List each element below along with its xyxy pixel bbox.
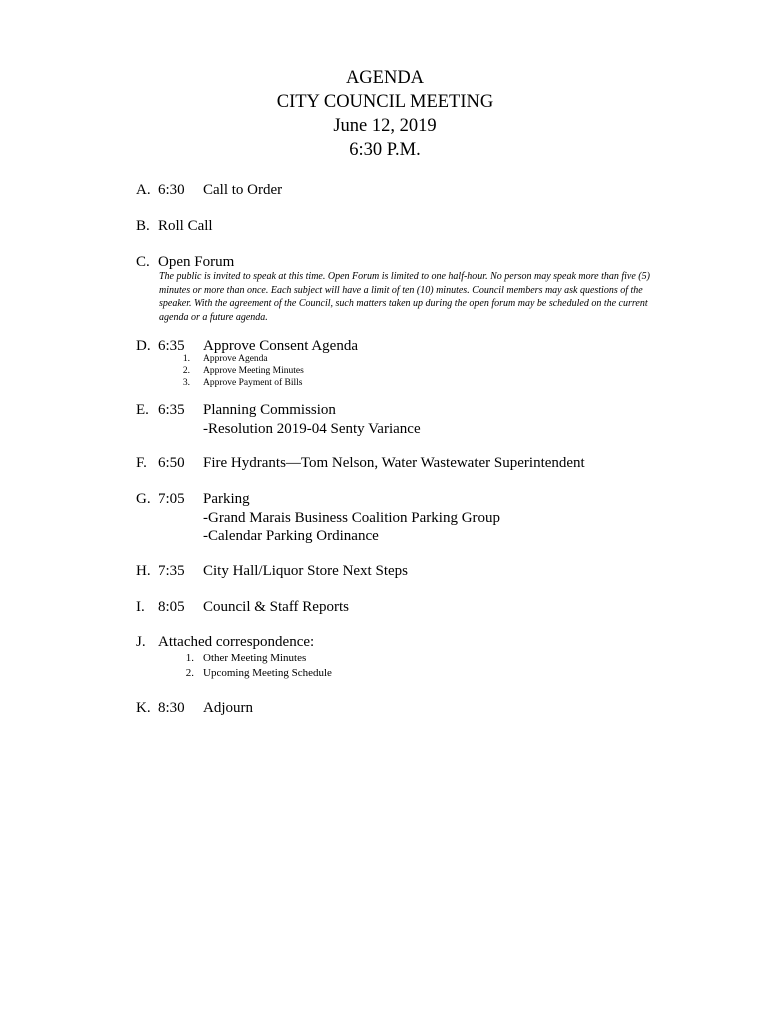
item-time: 8:05	[158, 599, 185, 615]
list-number: 1.	[185, 652, 194, 664]
list-number: 3.	[182, 378, 190, 388]
item-letter: E.	[136, 402, 149, 418]
item-subline: -Resolution 2019-04 Senty Variance	[203, 421, 421, 437]
header-title: AGENDA	[345, 68, 425, 88]
list-text: Approve Agenda	[203, 354, 268, 364]
item-label: Attached correspondence:	[158, 634, 315, 650]
item-time: 6:35	[158, 402, 185, 418]
item-label: Council & Staff Reports	[203, 599, 349, 615]
list-text: Upcoming Meeting Schedule	[203, 667, 332, 679]
item-time: 6:35	[158, 338, 185, 354]
list-number: 1.	[182, 354, 190, 364]
item-label: Roll Call	[158, 218, 213, 234]
header-date: June 12, 2019	[333, 116, 437, 136]
item-label: Fire Hydrants—Tom Nelson, Water Wastewater Superintendent	[203, 455, 585, 471]
item-label: Call to Order	[203, 182, 283, 198]
item-label: Planning Commission	[203, 402, 336, 418]
item-letter: B.	[136, 218, 150, 234]
item-letter: F.	[136, 455, 147, 471]
item-label: City Hall/Liquor Store Next Steps	[203, 563, 408, 579]
header-meeting-name: CITY COUNCIL MEETING	[276, 92, 494, 112]
item-subline: -Calendar Parking Ordinance	[203, 528, 379, 544]
item-letter: H.	[136, 563, 151, 579]
list-text: Approve Meeting Minutes	[203, 366, 304, 376]
item-subline: -Grand Marais Business Coalition Parking Group	[203, 510, 501, 526]
item-label: Open Forum	[158, 254, 235, 270]
item-letter: K.	[136, 700, 151, 716]
agenda-header	[0, 66, 770, 162]
item-label: Adjourn	[203, 700, 253, 716]
item-time: 7:05	[158, 491, 185, 507]
item-letter: I.	[136, 599, 145, 615]
header-time: 6:30 P.M.	[349, 140, 421, 160]
item-letter: D.	[136, 338, 151, 354]
item-label: Approve Consent Agenda	[203, 338, 358, 354]
item-time: 7:35	[158, 563, 185, 579]
list-text: Other Meeting Minutes	[203, 652, 307, 664]
item-letter: A.	[136, 182, 151, 198]
item-letter: G.	[136, 491, 151, 507]
list-number: 2.	[185, 667, 194, 679]
item-time: 6:30	[158, 182, 185, 198]
open-forum-note: The public is invited to speak at this time. Open Forum is limited to one half-hour. No person may speak more than five (5) minutes or more than once. Each subject will have a limit of ten (10) minutes. Council members may ask questions of the speaker. With the agreement of the Council, such matters taken up during the open forum may be scheduled on the current agenda or a future agenda.	[159, 271, 650, 323]
item-letter: C.	[136, 254, 150, 270]
list-number: 2.	[182, 366, 190, 376]
list-text: Approve Payment of Bills	[203, 378, 303, 388]
item-time: 8:30	[158, 700, 185, 716]
item-letter: J.	[136, 634, 146, 650]
item-time: 6:50	[158, 455, 185, 471]
item-label: Parking	[203, 491, 250, 507]
